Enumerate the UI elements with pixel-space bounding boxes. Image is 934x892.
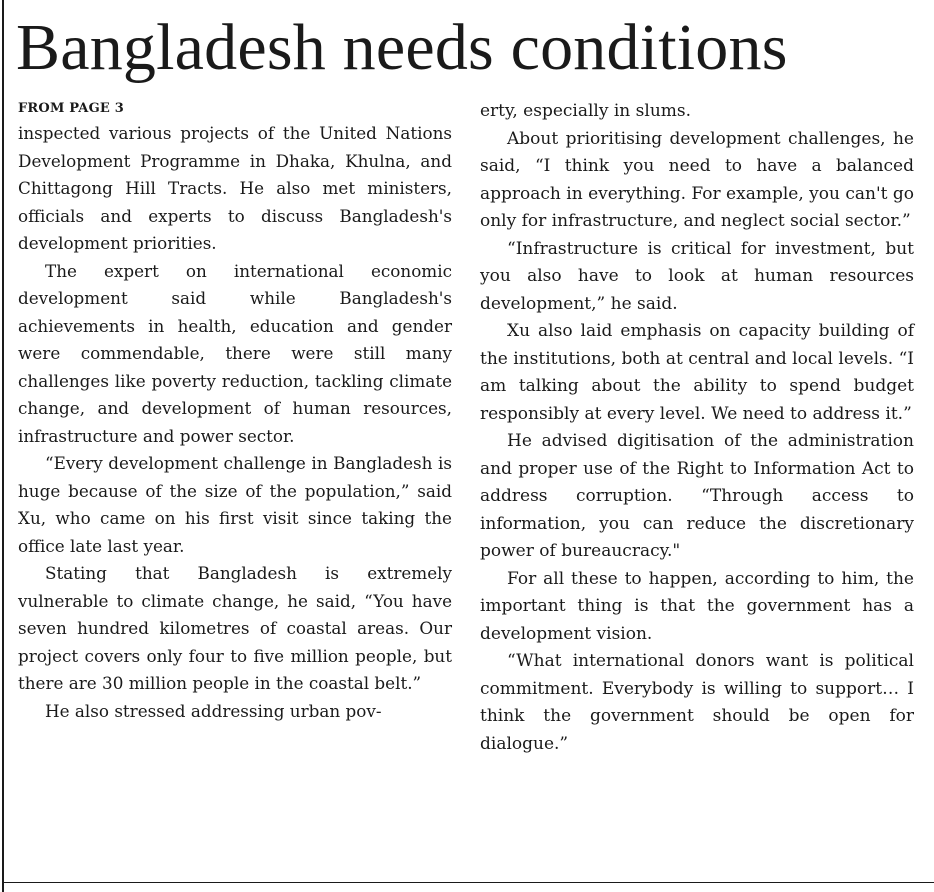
paragraph: For all these to happen, according to him, the important thing is that the government has a development vision.: [480, 568, 914, 644]
paragraph: He advised digitisation of the administration and proper use of the Right to Information Act to address corruption. “Through access to information, you can reduce the discretionary power of bureaucracy.": [480, 431, 914, 561]
right-column: [480, 98, 914, 758]
paragraph: “What international donors want is political commitment. Everybody is willing to support… I think the government should be open for dialogue.”: [480, 651, 914, 754]
paragraph: The expert on international economic development said while Bangladesh's achievements in health, education and gender were commendable, there were still many challenges like poverty reduction, tackling climate change, and development of human resources, infrastructure and power sector.: [18, 260, 452, 446]
headline: Bangladesh needs conditions: [16, 11, 788, 84]
jump-label: FROM PAGE 3: [18, 101, 124, 116]
paragraph: erty, especially in slums.: [480, 101, 692, 121]
left-column: [18, 98, 452, 725]
paragraph: He also stressed addressing urban pov-: [45, 700, 382, 721]
bottom-rule: [2, 882, 934, 883]
paragraph: “Infrastructure is critical for investment, but you also have to look at human resources development,” he said.: [480, 238, 914, 314]
paragraph: About prioritising development challenges, he said, “I think you need to have a balanced approach in everything. For example, you can't go only for infrastructure, and neglect social sector.”: [480, 128, 914, 231]
paragraph: “Every development challenge in Bangladesh is huge because of the size of the population,” said Xu, who came on his first visit since taking the office late last year.: [18, 453, 452, 556]
left-column-rule: [2, 0, 4, 892]
paragraph: Stating that Bangladesh is extremely vulnerable to climate change, he said, “You have seven hundred kilometres of coastal areas. Our project covers only four to five million people, but there are 30 million people in the coastal belt.”: [18, 563, 452, 693]
paragraph: Xu also laid emphasis on capacity building of the institutions, both at central and local levels. “I am talking about the ability to spend budget responsibly at every level. We need to address it.”: [480, 321, 914, 424]
paragraph: inspected various projects of the United Nations Development Programme in Dhaka, Khulna, and Chittagong Hill Tracts. He also met ministers, officials and experts to discuss Bangladesh's development priorities.: [18, 123, 452, 253]
